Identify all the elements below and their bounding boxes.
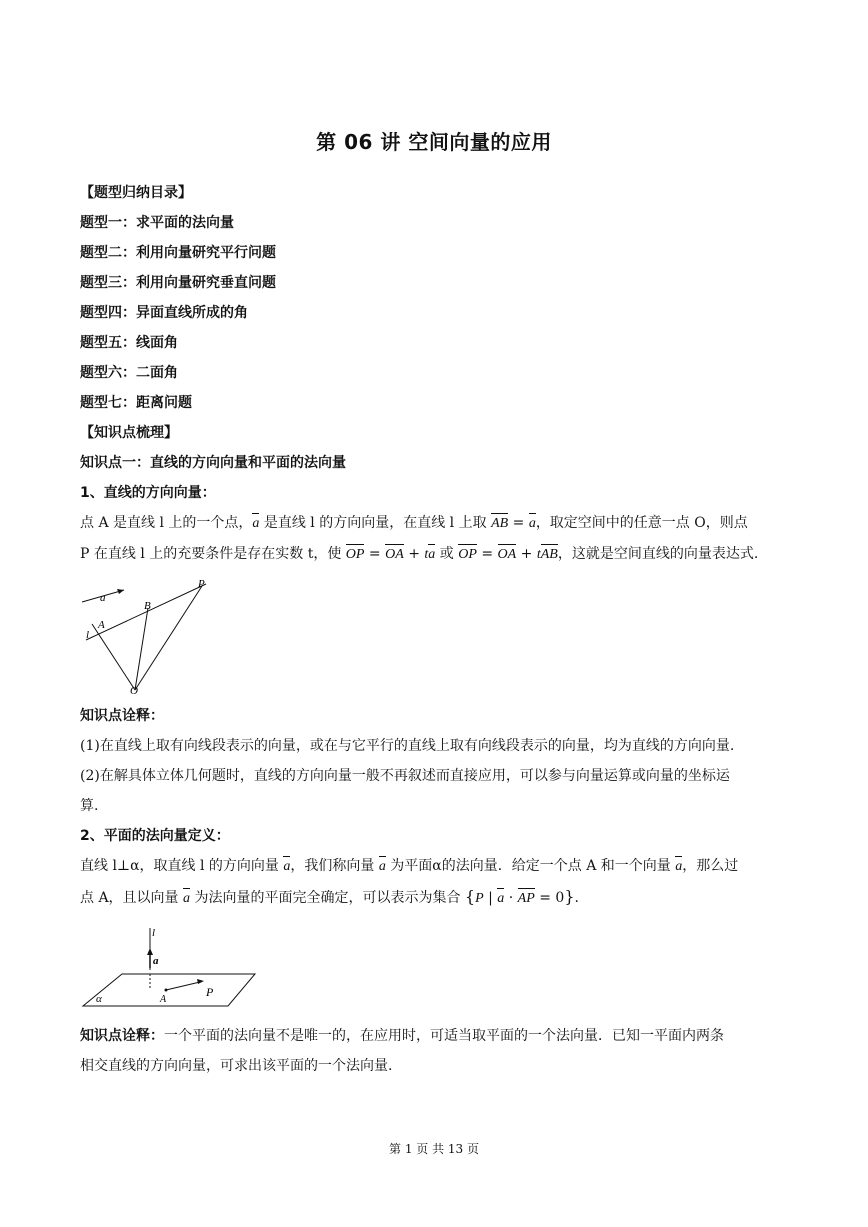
section-1-paragraph: 点 A 是直线 l 上的一个点，a 是直线 l 的方向向量，在直线 l 上取 AB = a，取定空间中的任意一点 O，则点 P 在直线 l 上的充要条件是存在实数 t，使 OP = OA + ta 或 OP = OA + tAB，这就是空间直线的向量表达式. [80,513,790,565]
knowledge-point-1-heading: 知识点一：直线的方向向量和平面的法向量 [80,455,346,471]
page-footer: 第 1 页 共 13 页 [389,1142,479,1156]
point-P-label: P [206,985,214,999]
line-l-label: l [152,927,156,939]
toc-item: 题型三：利用向量研究垂直问题 [80,275,276,291]
vector-AP-arrowhead [197,979,204,984]
page-title: 第 06 讲 空间向量的应用 [316,130,552,154]
point-P-label: P [198,578,205,590]
line-vector-figure [80,578,220,698]
point-B-label: B [144,600,151,612]
segment-OB [135,608,148,690]
vector-a-label: a [100,592,106,604]
line-l-label: l [86,629,90,641]
note-2-heading: 知识点诠释： [80,1028,164,1044]
plane-normal-figure [80,922,260,1012]
section-1-heading: 1、直线的方向向量： [80,485,216,501]
point-A-label: A [160,994,167,1005]
toc-item: 题型七：距离问题 [80,395,192,411]
toc-item: 题型一：求平面的法向量 [80,215,234,231]
note-1-item: (2)在解具体立体几何题时，直线的方向向量一般不再叙述而直接应用，可以参与向量运算或向量的坐标运 [80,768,730,784]
knowledge-heading: 【知识点梳理】 [80,425,178,441]
point-A-label: A [98,619,105,631]
note-2-paragraph: 知识点诠释：一个平面的法向量不是唯一的，在应用时，可适当取平面的一个法向量．已知一平面内两条 相交直线的方向向量，可求出该平面的一个法向量. [80,1028,724,1074]
plane-alpha [83,974,255,1006]
toc-item: 题型二：利用向量研究平行问题 [80,245,276,261]
vector-AP [166,982,200,990]
segment-OA [92,624,135,690]
note-1-item: 算. [80,798,99,814]
vector-a-label: a [153,955,159,967]
note-1-heading: 知识点诠释： [80,708,164,724]
point-O-label: O [130,685,138,697]
section-2-heading: 2、平面的法向量定义： [80,828,230,844]
plane-alpha-label: α [96,993,102,1005]
normal-vector-arrowhead [147,948,153,955]
vector-a-arrowhead [117,589,124,594]
note-1-item: (1)在直线上取有向线段表示的向量，或在与它平行的直线上取有向线段表示的向量，均为直线的方向向量. [80,738,735,754]
toc-item: 题型四：异面直线所成的角 [80,305,248,321]
section-2-paragraph: 直线 l⊥α，取直线 l 的方向向量 a，我们称向量 a 为平面α的法向量．给定一个点 A 和一个向量 a，那么过 点 A，且以向量 a 为法向量的平面完全确定，可以表示为集合 {P | a · AP = 0}. [80,856,790,909]
toc-heading: 【题型归纳目录】 [80,185,192,201]
toc-item: 题型六：二面角 [80,365,178,381]
toc-item: 题型五：线面角 [80,335,178,351]
